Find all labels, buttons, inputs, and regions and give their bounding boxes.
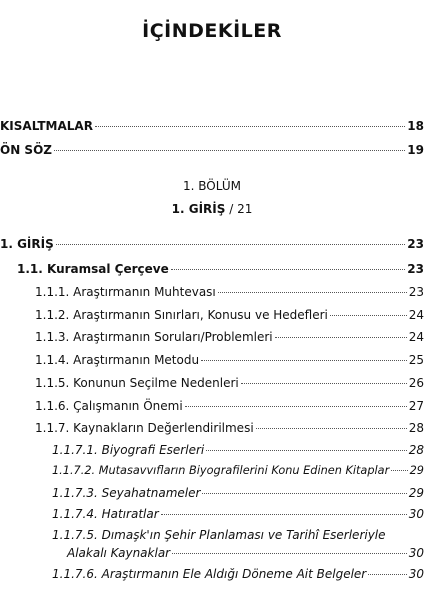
toc-entry-label: 1. GİRİŞ (0, 237, 54, 251)
leader-dots (161, 514, 407, 515)
toc-entry-label: ÖN SÖZ (0, 143, 52, 157)
leader-dots (56, 244, 406, 245)
toc-entry-1-1-7-6[interactable] (52, 567, 424, 581)
toc-entry-theoretical-framework[interactable] (17, 262, 424, 276)
leader-dots (54, 150, 405, 151)
leader-dots (171, 269, 406, 270)
toc-entry-1-1-7[interactable] (35, 421, 424, 435)
toc-entry-1-1-7-3[interactable] (52, 486, 424, 500)
leader-dots (391, 470, 407, 471)
chapter-page: / 21 (229, 202, 253, 216)
toc-entry-page: 28 (408, 421, 424, 435)
leader-dots (256, 428, 407, 429)
toc-entry-page: 27 (408, 399, 424, 413)
toc-entry-page: 18 (407, 119, 424, 133)
toc-entry-1-1-4[interactable] (35, 353, 424, 367)
toc-entry-label: 1.1.3. Araştırmanın Soruları/Problemleri (35, 330, 273, 344)
leader-dots (172, 553, 407, 554)
leader-dots (218, 292, 407, 293)
toc-entry-page: 19 (407, 143, 424, 157)
chapter-title: 1. GİRİŞ (171, 202, 226, 216)
leader-dots (206, 450, 406, 451)
toc-entry-page: 23 (408, 285, 424, 299)
leader-dots (275, 337, 407, 338)
toc-entry-label: 1.1.2. Araştırmanın Sınırları, Konusu ve Hedefleri (35, 308, 328, 322)
toc-entry-1-1-7-5[interactable] (67, 546, 424, 560)
toc-entry-page: 28 (408, 443, 424, 457)
toc-entry-preface[interactable] (0, 143, 424, 157)
toc-entry-label: 1.1.7. Kaynakların Değerlendirilmesi (35, 421, 254, 435)
toc-entry-label: KISALTMALAR (0, 119, 93, 133)
leader-dots (185, 406, 407, 407)
toc-entry-label: 1.1.5. Konunun Seçilme Nedenleri (35, 376, 239, 390)
toc-entry-page: 30 (408, 507, 424, 521)
toc-entry-page: 23 (407, 237, 424, 251)
toc-entry-label: 1.1.7.1. Biyografi Eserleri (52, 443, 205, 457)
toc-entry-label: 1.1.4. Araştırmanın Metodu (35, 353, 200, 367)
leader-dots (241, 383, 407, 384)
toc-entry-label: 1.1.7.2. Mutasavvıfların Biyografilerini Konu Edinen Kitaplar (52, 464, 390, 477)
toc-entry-1-1-7-5-line1: 1.1.7.5. Dımaşk'ın Şehir Planlaması ve Tarihî Eserleriyle (52, 528, 386, 542)
toc-entry-label: 1.1.7.3. Seyahatnameler (52, 486, 201, 500)
toc-entry-introduction[interactable] (0, 237, 424, 251)
page-title: İÇİNDEKİLER (142, 20, 282, 42)
chapter-heading (0, 202, 424, 216)
toc-entry-label: 1.1.7.6. Araştırmanın Ele Aldığı Döneme Ait Belgeler (52, 567, 367, 581)
toc-entry-label: 1.1.7.4. Hatıratlar (52, 507, 159, 521)
toc-entry-page: 26 (408, 376, 424, 390)
toc-entry-1-1-7-4[interactable] (52, 507, 424, 521)
toc-entry-1-1-7-2[interactable] (52, 464, 424, 477)
toc-entry-page: 29 (409, 464, 424, 477)
chapter-label: 1. BÖLÜM (183, 179, 241, 193)
toc-entry-abbreviations[interactable] (0, 119, 424, 133)
leader-dots (202, 493, 406, 494)
toc-entry-label: 1.1. Kuramsal Çerçeve (17, 262, 169, 276)
leader-dots (368, 574, 406, 575)
leader-dots (201, 360, 407, 361)
toc-entry-label: 1.1.6. Çalışmanın Önemi (35, 399, 183, 413)
toc-entry-page: 30 (408, 567, 424, 581)
toc-entry-page: 30 (408, 546, 424, 560)
toc-entry-page: 29 (408, 486, 424, 500)
toc-entry-page: 25 (408, 353, 424, 367)
toc-entry-1-1-1[interactable] (35, 285, 424, 299)
toc-entry-1-1-7-1[interactable] (52, 443, 424, 457)
leader-dots (330, 315, 407, 316)
toc-entry-label: 1.1.1. Araştırmanın Muhtevası (35, 285, 216, 299)
toc-entry-1-1-5[interactable] (35, 376, 424, 390)
toc-entry-label: Alakalı Kaynaklar (67, 546, 171, 560)
toc-entry-1-1-3[interactable] (35, 330, 424, 344)
toc-entry-1-1-6[interactable] (35, 399, 424, 413)
toc-entry-1-1-2[interactable] (35, 308, 424, 322)
toc-entry-page: 23 (407, 262, 424, 276)
toc-entry-page: 24 (408, 330, 424, 344)
toc-entry-page: 24 (408, 308, 424, 322)
leader-dots (95, 126, 405, 127)
